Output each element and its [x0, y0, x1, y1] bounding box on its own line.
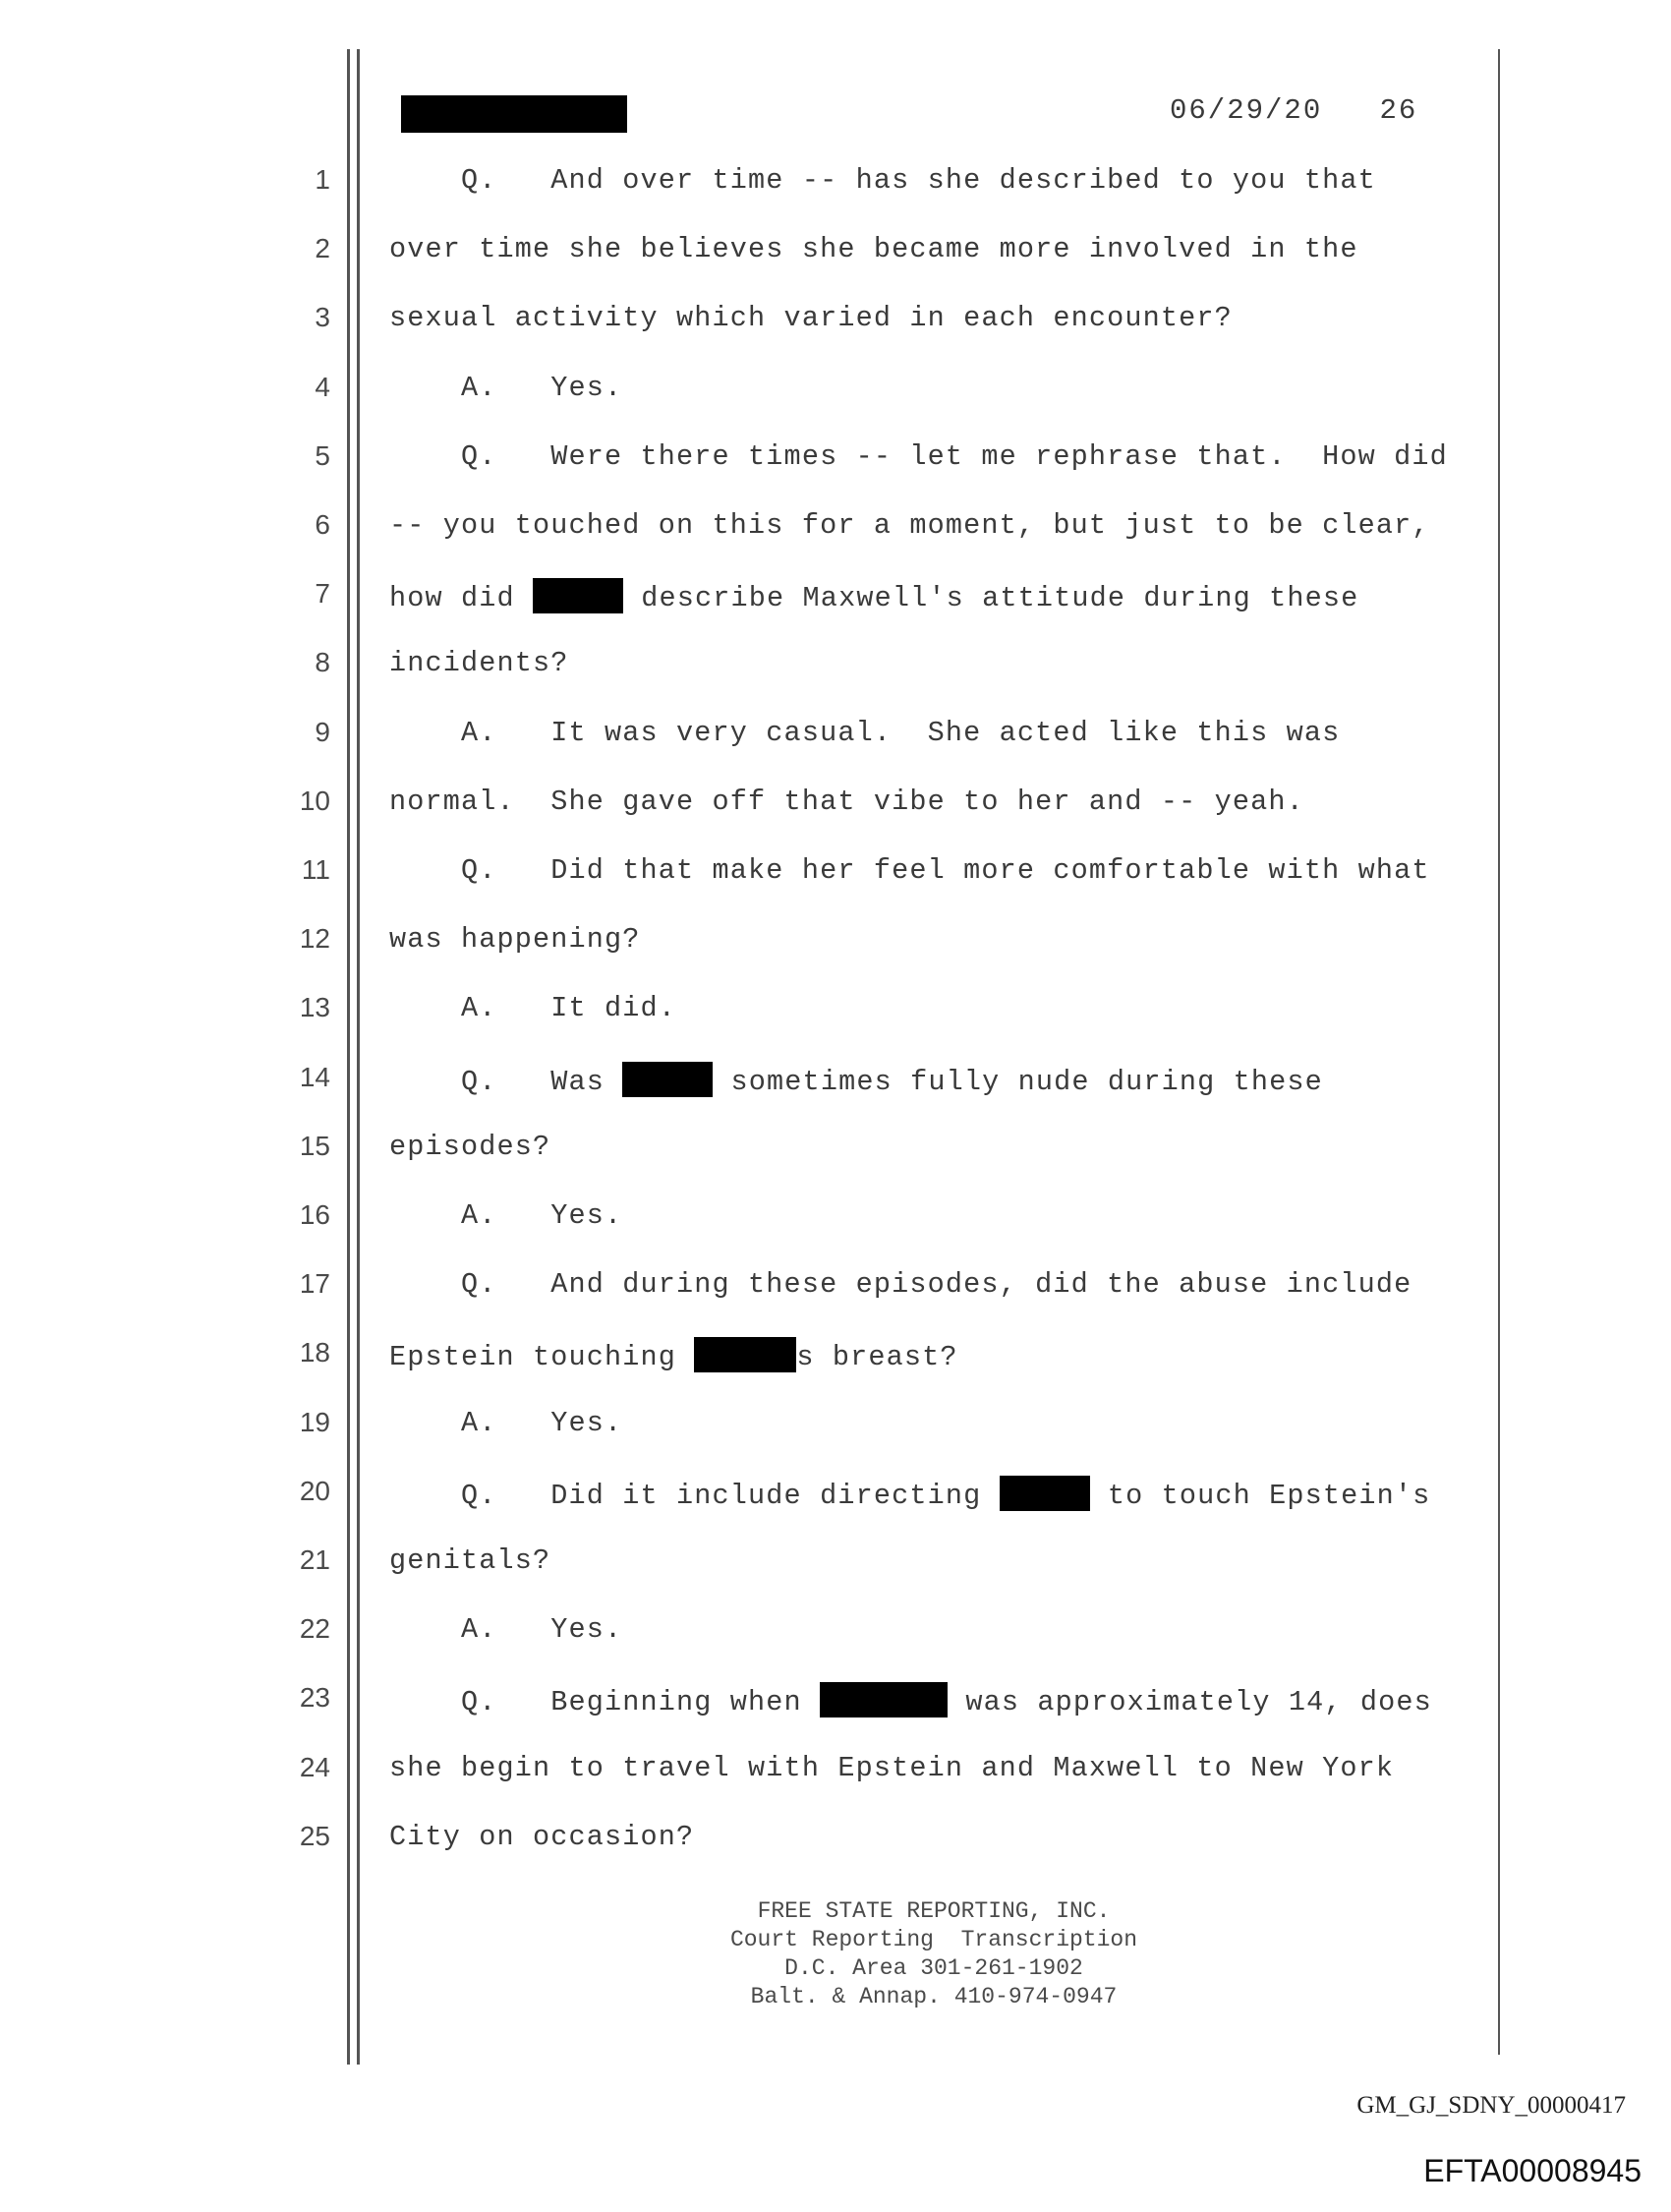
bates-number: GM_GJ_SDNY_00000417 — [1356, 2092, 1626, 2119]
page-header — [1170, 94, 1417, 127]
line-number: 17 — [299, 1268, 330, 1299]
line-text-segment: episodes? — [389, 1131, 551, 1163]
transcript-line — [389, 1407, 622, 1439]
line-text-segment: describe Maxwell's attitude during these — [623, 582, 1359, 614]
line-text-segment: Q. Did it include directing — [389, 1480, 1000, 1512]
transcript-line — [389, 440, 1448, 473]
line-text-segment: A. Yes. — [389, 1199, 623, 1232]
line-text-segment: incidents? — [389, 647, 569, 679]
transcript-line — [389, 372, 622, 404]
line-number: 23 — [299, 1682, 330, 1713]
transcript-line — [389, 992, 676, 1024]
redaction-bar — [820, 1682, 948, 1717]
line-number: 18 — [299, 1337, 330, 1368]
footer-company: FREE STATE REPORTING, INC. — [757, 1898, 1111, 1924]
redaction-bar — [1000, 1476, 1090, 1511]
line-text-segment: Q. And during these episodes, did the abuse include — [389, 1268, 1412, 1301]
line-text-segment: Epstein touching — [389, 1341, 695, 1373]
transcript-line — [389, 1131, 550, 1163]
line-text-segment: City on occasion? — [389, 1821, 695, 1853]
transcript-line — [389, 1613, 622, 1646]
line-text-segment: sometimes fully nude during these — [713, 1066, 1323, 1098]
header-date: 06/29/20 — [1170, 94, 1323, 127]
transcript-line — [389, 1337, 958, 1373]
transcript-line — [389, 1752, 1394, 1784]
right-margin-rule — [1498, 49, 1500, 2055]
line-number: 14 — [299, 1062, 330, 1092]
line-number: 24 — [299, 1752, 330, 1782]
line-number: 22 — [299, 1613, 330, 1644]
line-text-segment: was approximately 14, does — [948, 1686, 1432, 1718]
transcript-line — [389, 1268, 1412, 1301]
left-margin-rule — [347, 49, 350, 2065]
line-text-segment: how did — [389, 582, 534, 614]
line-number: 19 — [299, 1407, 330, 1437]
transcript-line — [389, 647, 569, 679]
transcript-line — [389, 1476, 1430, 1512]
line-number: 16 — [299, 1199, 330, 1230]
line-number: 2 — [315, 233, 330, 263]
line-text-segment: Q. And over time -- has she described to you that — [389, 164, 1376, 197]
line-number: 8 — [315, 647, 330, 677]
line-text-segment: she begin to travel with Epstein and Maxwell to New York — [389, 1752, 1395, 1784]
line-number: 15 — [299, 1131, 330, 1161]
line-number: 4 — [315, 372, 330, 402]
transcript-line — [389, 233, 1358, 265]
transcript-line — [389, 1199, 622, 1232]
efta-number: EFTA00008945 — [1423, 2153, 1642, 2188]
line-number: 5 — [315, 440, 330, 471]
transcript-line — [389, 509, 1430, 542]
line-text-segment: Q. Was — [389, 1066, 623, 1098]
line-text-segment: s breast? — [796, 1341, 958, 1373]
line-number: 20 — [299, 1476, 330, 1506]
transcript-line — [389, 1544, 550, 1577]
line-text-segment: Q. Did that make her feel more comfortable with what — [389, 854, 1430, 887]
line-number: 3 — [315, 302, 330, 332]
line-number: 13 — [299, 992, 330, 1022]
line-text-segment: genitals? — [389, 1544, 551, 1577]
line-text-segment: Q. Were there times -- let me rephrase that. How did — [389, 440, 1448, 473]
transcript-line — [389, 1682, 1432, 1718]
redaction-bar — [622, 1062, 713, 1097]
line-number: 21 — [299, 1544, 330, 1575]
transcript-line — [389, 1062, 1323, 1098]
transcript-line — [389, 164, 1376, 197]
line-text-segment: normal. She gave off that vibe to her and -- yeah. — [389, 786, 1304, 818]
transcript-line — [389, 854, 1430, 887]
line-number: 12 — [299, 923, 330, 954]
transcript-line — [389, 923, 641, 956]
line-text-segment: A. Yes. — [389, 1407, 623, 1439]
line-number: 10 — [299, 786, 330, 816]
line-text-segment: sexual activity which varied in each encounter? — [389, 302, 1233, 334]
line-text-segment: A. Yes. — [389, 1613, 623, 1646]
line-number: 25 — [299, 1821, 330, 1851]
header-page-number: 26 — [1379, 94, 1418, 127]
line-text-segment: A. It did. — [389, 992, 677, 1024]
header-redaction-bar — [401, 95, 627, 133]
line-number: 11 — [301, 854, 330, 885]
transcript-line — [389, 786, 1304, 818]
redaction-bar — [694, 1337, 796, 1372]
footer-balt-phone: Balt. & Annap. 410-974-0947 — [750, 1984, 1118, 2009]
footer-dc-phone: D.C. Area 301-261-1902 — [784, 1955, 1083, 1981]
transcript-line — [389, 1821, 694, 1853]
line-text-segment: A. Yes. — [389, 372, 623, 404]
left-margin-rule-inner — [357, 49, 360, 2065]
line-number: 9 — [315, 717, 330, 747]
line-number: 6 — [315, 509, 330, 540]
line-text-segment: to touch Epstein's — [1089, 1480, 1431, 1512]
transcript-line — [389, 302, 1233, 334]
line-text-segment: A. It was very casual. She acted like this was — [389, 717, 1341, 749]
line-number: 1 — [315, 164, 330, 195]
reporter-footer — [590, 1897, 1278, 2011]
line-text-segment: Q. Beginning when — [389, 1686, 821, 1718]
transcript-line — [389, 578, 1358, 614]
line-number: 7 — [315, 578, 330, 609]
line-text-segment: -- you touched on this for a moment, but just to be clear, — [389, 509, 1430, 542]
redaction-bar — [533, 578, 623, 613]
footer-services: Court Reporting Transcription — [729, 1927, 1138, 1952]
line-text-segment: over time she believes she became more involved in the — [389, 233, 1358, 265]
transcript-line — [389, 717, 1340, 749]
line-text-segment: was happening? — [389, 923, 641, 956]
